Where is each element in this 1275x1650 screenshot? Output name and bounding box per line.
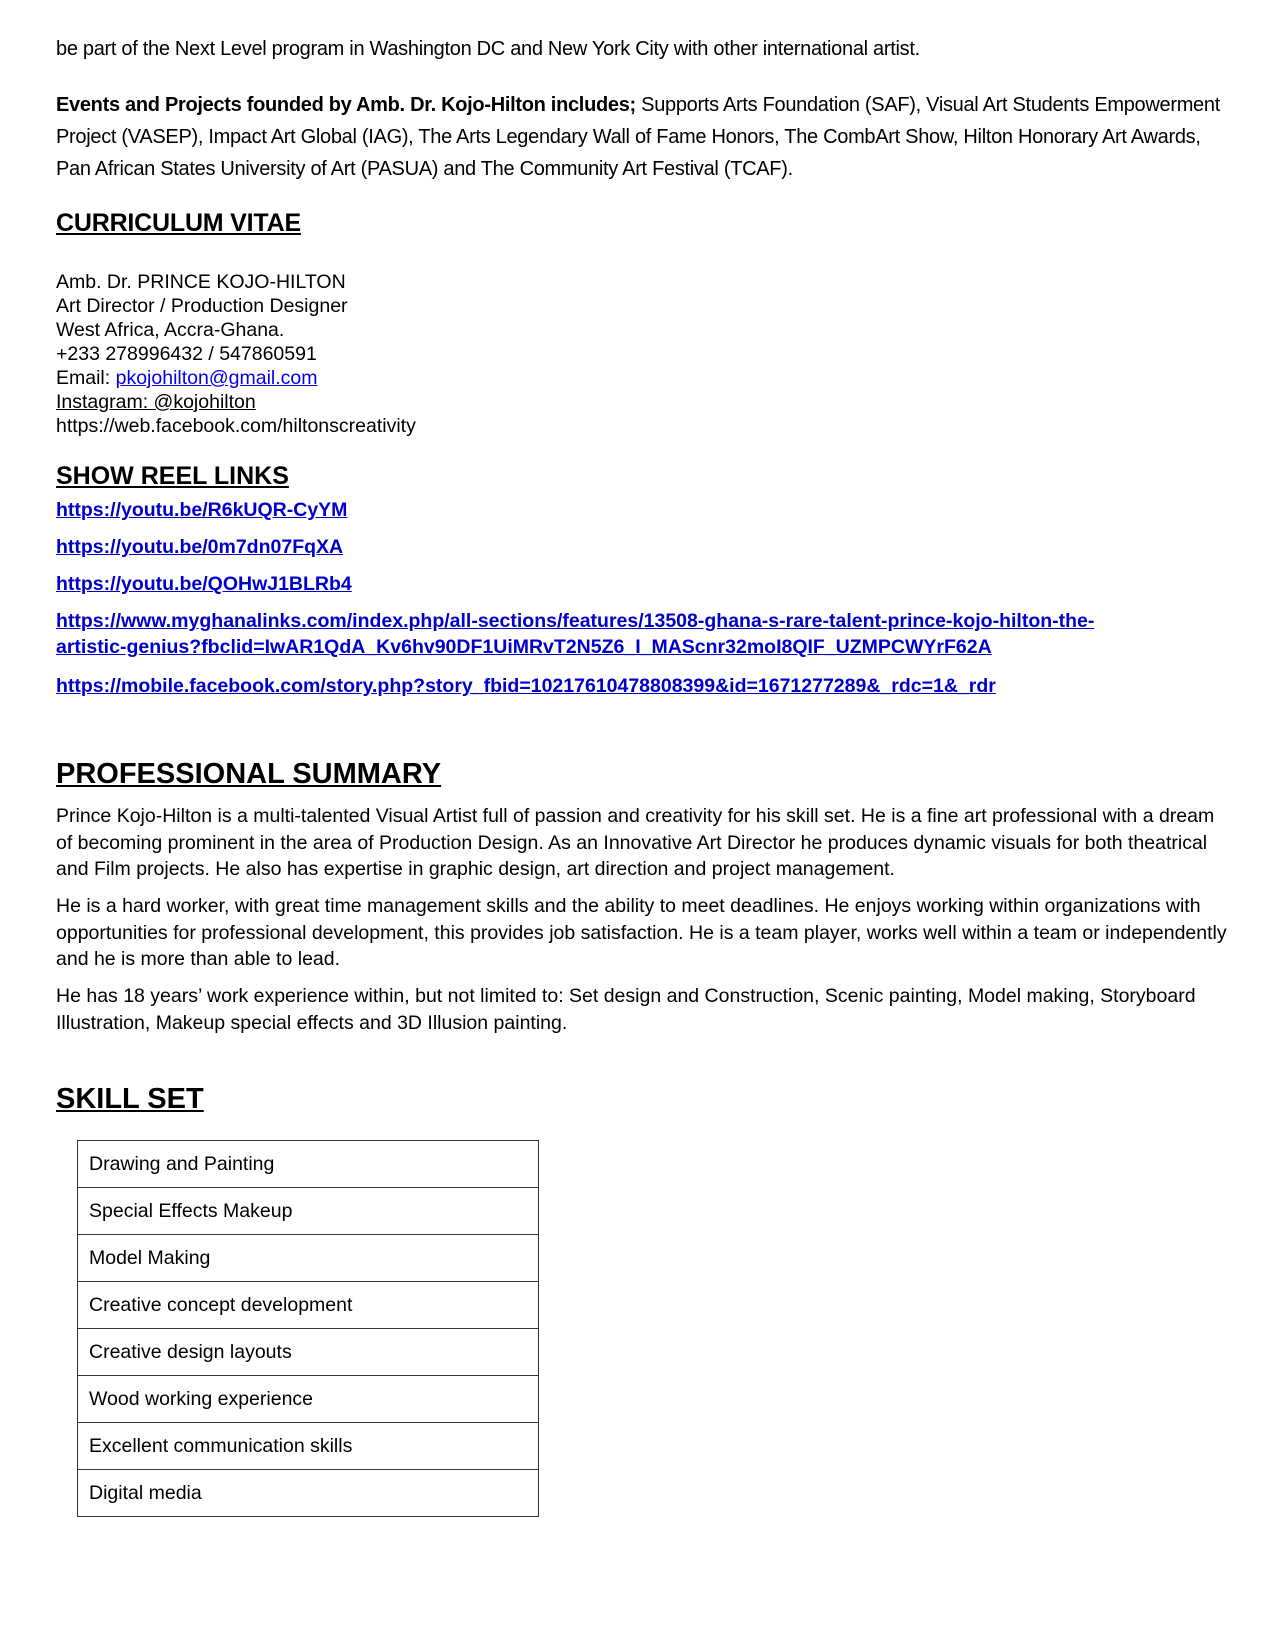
instagram-handle[interactable]: Instagram: @kojohilton xyxy=(56,391,256,413)
summary-paragraph-3: He has 18 years’ work experience within, but not limited to: Set design and Construction, Scenic painting, Model making, Storyboard Illustration, Makeup special effects and 3D Illusion painting. xyxy=(56,985,1196,1034)
events-paragraph xyxy=(56,89,1226,185)
skill-cell: Wood working experience xyxy=(78,1376,539,1423)
cv-phone: +233 278996432 / 547860591 xyxy=(56,343,317,365)
events-text: Supports Arts Foundation (SAF), Visual Art Students Empowerment Project (VASEP), Impact Art Global (IAG), The Arts Legendary Wall of Fame Honors, The CombArt Show, Hilton Honorary Art Awards, Pan African States University of Art (PASUA) and The Community Art Festival (TCAF). xyxy=(56,94,1220,180)
skill-row xyxy=(78,1423,539,1470)
skill-row xyxy=(78,1141,539,1188)
skill-row xyxy=(78,1470,539,1517)
skill-cell: Drawing and Painting xyxy=(78,1141,539,1188)
skill-row xyxy=(78,1376,539,1423)
facebook-url: https://web.facebook.com/hiltonscreativity xyxy=(56,415,416,437)
contact-block xyxy=(56,270,416,438)
showreel-link-5[interactable]: https://mobile.facebook.com/story.php?story_fbid=10217610478808399&id=1671277289&_rdc=1&_rdr xyxy=(56,675,996,697)
summary-paragraph-1: Prince Kojo-Hilton is a multi-talented Visual Artist full of passion and creativity for his skill set. He is a fine art professional with a dream of becoming prominent in the area of Production Design. As an Innovative Art Director he produces dynamic visuals for both theatrical and Film projects. He also has expertise in graphic design, art direction and project management. xyxy=(56,805,1215,880)
skill-row xyxy=(78,1329,539,1376)
skills-table xyxy=(77,1140,539,1517)
skill-cell: Excellent communication skills xyxy=(78,1423,539,1470)
email-label: Email: xyxy=(56,367,116,389)
cv-location: West Africa, Accra-Ghana. xyxy=(56,319,285,341)
skill-row xyxy=(78,1188,539,1235)
intro-continuation: be part of the Next Level program in Washington DC and New York City with other international artist. xyxy=(56,38,920,60)
cv-email-line xyxy=(56,366,416,390)
cv-name: Amb. Dr. PRINCE KOJO-HILTON xyxy=(56,271,346,293)
showreel-link-3[interactable]: https://youtu.be/QOHwJ1BLRb4 xyxy=(56,573,352,595)
showreel-link-2[interactable]: https://youtu.be/0m7dn07FqXA xyxy=(56,536,344,558)
skill-row xyxy=(78,1235,539,1282)
summary-heading: PROFESSIONAL SUMMARY xyxy=(56,758,442,790)
showreel-link-4-continued[interactable]: artistic-genius?fbclid=IwAR1QdA_Kv6hv90DF1UiMRvT2N5Z6_I_MAScnr32moI8QIF_UZMPCWYrF62A xyxy=(56,636,992,658)
skill-cell: Model Making xyxy=(78,1235,539,1282)
summary-paragraph-2: He is a hard worker, with great time management skills and the ability to meet deadlines. He enjoys working within organizations with opportunities for professional development, this provides job satisfaction. He is a team player, works well within a team or independently and he is more than able to lead. xyxy=(56,895,1227,970)
showreel-heading: SHOW REEL LINKS xyxy=(56,462,289,490)
skill-cell: Special Effects Makeup xyxy=(78,1188,539,1235)
skill-cell: Creative concept development xyxy=(78,1282,539,1329)
skills-heading: SKILL SET xyxy=(56,1083,204,1115)
email-link[interactable]: pkojohilton@gmail.com xyxy=(115,367,318,389)
cv-title: Art Director / Production Designer xyxy=(56,295,348,317)
skill-cell: Digital media xyxy=(78,1470,539,1517)
showreel-link-1[interactable]: https://youtu.be/R6kUQR-CyYM xyxy=(56,499,348,521)
cv-heading: CURRICULUM VITAE xyxy=(56,209,301,237)
events-label: Events and Projects founded by Amb. Dr. Kojo-Hilton includes; xyxy=(56,94,636,116)
skill-cell: Creative design layouts xyxy=(78,1329,539,1376)
showreel-link-4[interactable]: https://www.myghanalinks.com/index.php/all-sections/features/13508-ghana-s-rare-talent-prince-kojo-hilton-the- xyxy=(56,610,1095,632)
skill-row xyxy=(78,1282,539,1329)
